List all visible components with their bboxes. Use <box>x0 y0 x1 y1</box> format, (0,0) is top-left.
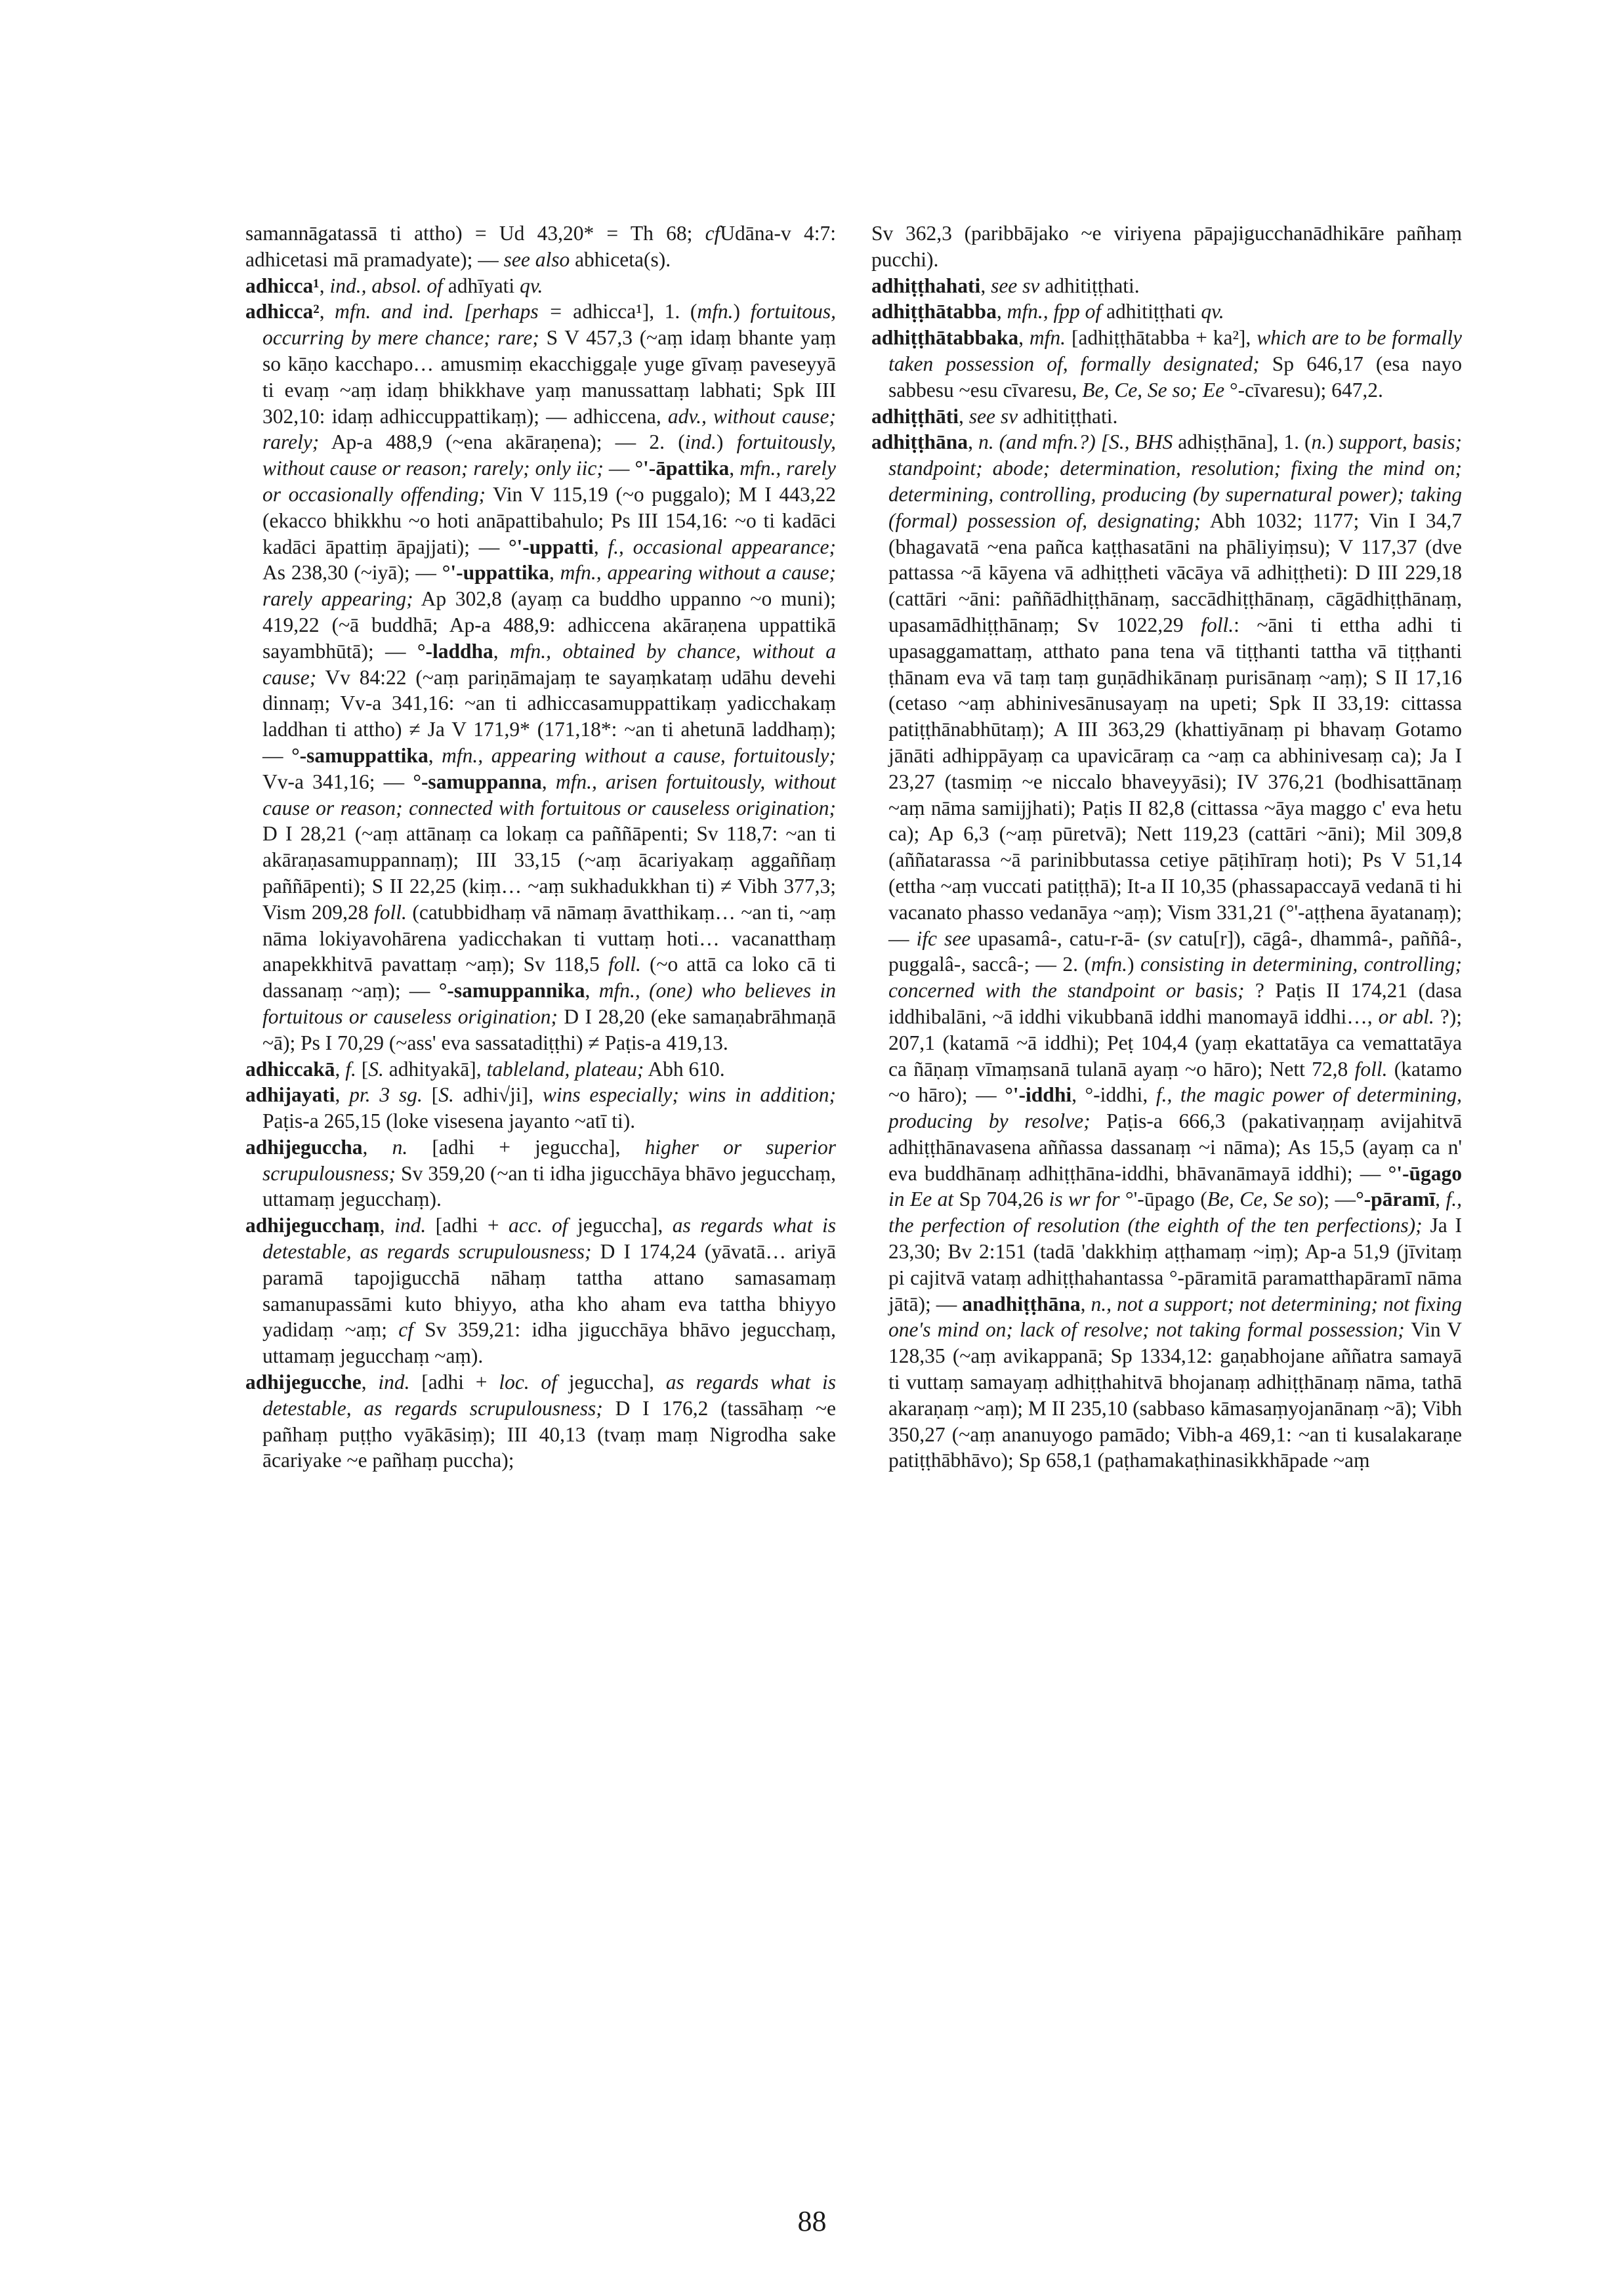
italic-gloss: see sv <box>991 274 1040 297</box>
entry-text: Ap 302,8 (ayaṃ ca buddho uppanno ~o muni); 419,22 (~ā buddhā; Ap-a 488,9: adhiccena akāraṇena uppattikā sayambhūtā); — <box>262 587 836 663</box>
headword: adhiṭṭhātabba <box>871 300 997 323</box>
italic-gloss: sv <box>1154 926 1172 950</box>
italic-gloss: mfn., fpp of <box>1007 300 1102 323</box>
entry-text: — <box>603 457 635 480</box>
entry-text: adhīyati <box>442 274 520 297</box>
entry-text: Paṭis-a 265,15 (loke visesena jayanto ~atī ti). <box>262 1109 636 1133</box>
italic-gloss: foll. <box>608 953 641 976</box>
headword: adhiṭṭhahati <box>871 274 981 297</box>
entry-text: , <box>980 274 991 297</box>
entry-text: , <box>379 1214 395 1237</box>
entry-text: , <box>549 561 560 585</box>
entry-text: , <box>319 274 330 297</box>
entry-text: adhityakā], <box>383 1057 487 1081</box>
dictionary-entry <box>245 1134 836 1212</box>
dictionary-entry <box>245 299 836 1056</box>
headword: adhicca² <box>245 300 320 323</box>
entry-text: , <box>1435 1188 1446 1211</box>
entry-text: , <box>335 1057 346 1081</box>
entry-text: , <box>361 1371 379 1394</box>
dictionary-entry <box>245 1369 836 1474</box>
italic-gloss: acc. of <box>509 1214 568 1237</box>
headword: °'-āpattika <box>635 457 730 480</box>
italic-gloss: qv. <box>1201 300 1224 323</box>
entry-text: , <box>335 1083 350 1107</box>
dictionary-entry <box>245 1082 836 1134</box>
entry-text: , <box>585 979 599 1003</box>
entry-text: Vin V 128,35 (~aṃ avikappanā; Sp 1334,12: gaṇabhojane aññatra samayā ti vuttaṃ samayaṃ adhiṭṭhahitvā bhojanaṃ adhiṭṭhānaṃ nāma, tathā akaraṇaṃ ~aṃ); M II 235,10 (sabbaso kāmasaṃyojanānaṃ ~ā); Vibh 350,27 (~aṃ ananuyogo pamādo; Vibh-a 469,1: ~an ti kusalakaraṇe patiṭṭhābhāvo); Sp 658,1 (paṭhamakaṭhinasikkhāpade ~aṃ <box>888 1318 1462 1472</box>
entry-text: (katamo ~o hāro); — <box>888 1057 1462 1107</box>
italic-gloss: n. (and mfn.?) [S., BHS <box>978 430 1173 454</box>
entry-text: As 238,30 (~iyā); — <box>262 561 442 585</box>
italic-gloss: mfn., (one) who believes in fortuitous or causeless origination; <box>262 979 837 1028</box>
headword: adhiṭṭhāna <box>871 430 968 454</box>
italic-gloss: support, basis; standpoint; abode; determination, resolution; fixing the mind on; determining, controlling, producing (by supernatural power); taking (formal) possession of, designating; <box>888 430 1463 532</box>
italic-gloss: as regards what is detestable, as regards scrupulousness; <box>262 1214 837 1264</box>
italic-gloss: fortuitous, occurring by mere chance; rare; <box>262 300 837 350</box>
entry-text: adhiṣṭhāna], 1. ( <box>1173 430 1312 454</box>
italic-gloss: f., occasional appearance; <box>608 535 837 558</box>
entry-text: ? Paṭis II 174,21 (dasa iddhibalāni, ~ā iddhi vikubbanā iddhi manomayā iddhi…, <box>888 979 1462 1028</box>
headword: °-laddha <box>417 639 493 663</box>
headword: °'-uppatti <box>508 535 594 558</box>
entry-text: ); — <box>1316 1188 1356 1211</box>
italic-gloss: or abl. <box>1378 1004 1434 1028</box>
headword: °-samuppanna <box>413 770 542 793</box>
entry-text: Abh 1032; 1177; Vin I 34,7 (bhagavatā ~ena pañca kaṭṭhasatāni na phāliyiṃsu); V 117,37 (dve pattassa ~ā kāyena vā adhiṭṭheti vācāya vā adhiṭṭheti): D III 229,18 (cattāri ~āni: paññādhiṭṭhānaṃ, saccādhiṭṭhānaṃ, cāgādhiṭṭhānaṃ, upasamādhiṭṭhānaṃ; Sv 1022,29 <box>888 508 1462 636</box>
headword: °-pāramī <box>1356 1188 1436 1211</box>
entry-text: adhitiṭṭhati <box>1101 300 1201 323</box>
italic-gloss: foll. <box>1354 1057 1388 1081</box>
entry-text: ?); 207,1 (katamā ~ā iddhi); Peṭ 104,4 (yaṃ ekattatāya ca vemattatāya ca ñāṇaṃ vīmaṃsanā tulanā ayaṃ ~o hāro); Nett 72,8 <box>888 1004 1462 1081</box>
entry-text: , <box>959 404 969 428</box>
entry-text: , °-iddhi, <box>1072 1083 1156 1107</box>
entry-text: (~o attā ca loko cā ti dassanaṃ ~aṃ); — <box>262 953 836 1003</box>
entry-continuation <box>871 220 1462 273</box>
entry-text: adhitiṭṭhati. <box>1039 274 1140 297</box>
dictionary-entry <box>871 429 1462 1474</box>
italic-gloss: mfn., appearing without a cause; rarely appearing; <box>262 561 837 611</box>
italic-gloss: mfn., arisen fortuitously, without cause or reason; connected with fortuitous or causeless origination; <box>262 770 836 819</box>
entry-text: Vv 84:22 (~aṃ pariṇāmajaṃ te sayaṃkataṃ udāhu devehi dinnaṃ; Vv-a 341,16: ~an ti adhiccasamuppattikaṃ yadicchakaṃ laddhan ti attho) ≠ Ja V 171,9* (171,18*: ~an ti ahetunā laddhaṃ); — <box>262 665 836 767</box>
headword: °-samuppannika <box>438 979 585 1003</box>
headword: adhiccakā <box>245 1057 335 1081</box>
entry-text: , <box>1080 1292 1091 1315</box>
italic-gloss: ind. <box>378 1371 410 1394</box>
entry-text: : ~āni ti ettha adhi ti upasaggamattaṃ, atthato pana tena vā tiṭṭhanti tattha vā tiṭṭhanti ṭhānam eva vā taṃ taṃ guṇādhikānaṃ purisānaṃ ~aṃ); S II 17,16 (cetaso ~aṃ abhinivesānusayaṃ na upeti; Spk II 33,19: cittassa patiṭṭhānabhūtaṃ); A III 363,29 (khattiyānaṃ pi bhavaṃ Gotamo jānāti adhippāyaṃ ca upavicāraṃ ca ~aṃ ca abhinivesaṃ ca); Ja I 23,27 (tasmiṃ ~e niccalo bhaveyyāsi); IV 376,21 (bodhisattānaṃ ~aṃ nāma samijjhati); Paṭis II 82,8 (cittassa ~āya maggo c' eva hetu ca); Ap 6,3 (~aṃ pūretvā); Nett 119,23 (cattāri ~āni); Mil 309,8 (aññatarassa ~ā parinibbutassa cetiye pāṭihīraṃ hoti); Ps V 51,14 (ettha ~aṃ vuccati patiṭṭhā); It-a II 10,35 (phassapaccayā vedanā ti hi vacanato phasso vedanāya ~aṃ); Vism 331,21 (°'-aṭṭhena āyatanaṃ); — <box>888 613 1462 950</box>
page-number: 88 <box>797 2205 827 2237</box>
entry-text: (catubbidhaṃ vā nāmaṃ āvatthikaṃ… ~an ti, ~aṃ nāma lokiyavohārena yadicchakan ti vuttaṃ hoti… vacanatthaṃ anapekkhitvā pavattaṃ ~aṃ); Sv 118,5 <box>262 900 837 976</box>
entry-text: [ <box>356 1057 369 1081</box>
italic-gloss: loc. of <box>499 1371 557 1394</box>
entry-text: ) <box>716 430 737 454</box>
entry-text: , <box>593 535 608 558</box>
entry-text: , <box>319 300 335 323</box>
italic-gloss: f., the magic power of determining, producing by resolve; <box>888 1083 1462 1133</box>
headword: adhijegucche <box>245 1371 362 1394</box>
italic-gloss: ind., absol. of <box>329 274 443 297</box>
entry-text: [adhi + <box>426 1214 509 1237</box>
entry-text: S V 457,3 (~aṃ idaṃ bhante yaṃ so kāṇo kacchapo… amusmiṃ ekacchiggaḷe yuge gīvaṃ paveseyyā ti evaṃ ~aṃ idaṃ bhikkhave yaṃ manussattaṃ labhati; Spk III 302,10: idaṃ adhiccuppattikaṃ); — adhiccena, <box>262 326 837 428</box>
entry-continuation <box>245 220 836 273</box>
headword: anadhiṭṭhāna <box>962 1292 1081 1315</box>
headword: °'-iddhi <box>1005 1083 1072 1107</box>
italic-gloss: ind. <box>394 1214 427 1237</box>
italic-gloss: mfn., appearing without a cause, fortuitously; <box>442 743 837 767</box>
italic-gloss: S. <box>438 1083 454 1107</box>
entry-text: [adhi + <box>409 1371 499 1394</box>
entry-text: jeguccha], <box>556 1371 666 1394</box>
italic-gloss: foll. <box>1201 613 1234 636</box>
right-column <box>871 220 1462 1474</box>
entry-text: upasamâ-, catu-r-ā- ( <box>970 926 1155 950</box>
italic-gloss: fortuitously, without cause or reason; rarely; only iic; <box>262 430 836 480</box>
italic-gloss: which are to be formally taken possession of, formally designated; <box>888 326 1462 375</box>
entry-text: catu[r]), cāgâ-, dhammâ-, paññâ-, puggalâ-, saccâ-; — 2. ( <box>888 926 1462 976</box>
italic-gloss: mfn., obtained by chance, without a cause; <box>262 639 836 689</box>
entry-text: jeguccha], <box>568 1214 673 1237</box>
headword: °-samuppattika <box>291 743 428 767</box>
italic-gloss: adv., without cause; rarely; <box>262 404 836 454</box>
entry-text: , <box>541 770 556 793</box>
entry-text: Vv-a 341,16; — <box>262 770 413 793</box>
entry-text: Sv 359,20 (~an ti idha jigucchāya bhāvo jegucchaṃ, uttamaṃ jegucchaṃ). <box>262 1161 836 1211</box>
entry-text: Sv 362,3 (paribbājako ~e viriyena pāpajigucchanādhikāre pañhaṃ pucchi). <box>871 222 1462 271</box>
italic-gloss: higher or superior scrupulousness; <box>262 1135 837 1185</box>
entry-text: D I 174,24 (yāvatā… ariyā paramā tapojigucchā nāhaṃ tattha attano samasamaṃ samanupassāmi kuto bhiyyo, atha kho aham eva tattha bhiyyo yadidaṃ ~aṃ; <box>262 1240 836 1342</box>
italic-gloss: mfn. <box>1091 953 1128 976</box>
headword: adhijeguccha <box>245 1135 363 1159</box>
italic-gloss: cf <box>705 222 720 245</box>
entry-text: °-cīvaresu); 647,2. <box>1224 378 1383 402</box>
headword: °'-uppattika <box>442 561 549 585</box>
entry-text: ) <box>733 300 751 323</box>
headword: adhijayati <box>245 1083 335 1107</box>
entry-text: °'-ūpago ( <box>1119 1188 1207 1211</box>
entry-text: Paṭis-a 666,3 (pakativaṇṇaṃ avijahitvā adhiṭṭhānavasena aññassa dassanaṃ ~i nāma); As 15,5 (ayaṃ ca n' eva buddhānaṃ adhiṭṭhāna-iddhi, bhāvanāmayā iddhi); — <box>888 1109 1462 1185</box>
italic-gloss: Be, Ce, Se so <box>1207 1188 1317 1211</box>
italic-gloss: as regards what is detestable, as regards scrupulousness; <box>262 1371 836 1420</box>
italic-gloss: mfn., rarely or occasionally offending; <box>262 457 837 506</box>
entry-text: adhi√ji], <box>453 1083 543 1107</box>
entry-text: Sp 646,17 (esa nayo sabbesu ~esu cīvaresu, <box>888 352 1462 402</box>
entry-text: ) <box>1327 430 1339 454</box>
italic-gloss: foll. <box>373 900 407 924</box>
italic-gloss: mfn. <box>697 300 734 323</box>
entry-text: samannāgatassā ti attho) = Ud 43,20* = Th 68; <box>245 222 705 245</box>
headword: adhicca¹ <box>245 274 320 297</box>
italic-gloss: f. <box>345 1057 356 1081</box>
dictionary-entry <box>245 273 836 299</box>
italic-gloss: cf <box>398 1318 413 1342</box>
italic-gloss: mfn. <box>1029 326 1066 350</box>
headword: adhijegucchaṃ <box>245 1214 380 1237</box>
left-column <box>245 220 836 1474</box>
italic-gloss: pr. 3 sg. <box>349 1083 423 1107</box>
entry-text: D I 176,2 (tassāhaṃ ~e pañhaṃ puṭṭho vyākāsiṃ); III 40,13 (tvaṃ maṃ Nigrodha sake ācariyake ~e pañhaṃ puccha); <box>262 1396 836 1472</box>
entry-text: , <box>729 457 740 480</box>
italic-gloss: f., the perfection of resolution (the eighth of the ten perfections); <box>888 1188 1463 1237</box>
entry-text: , <box>996 300 1007 323</box>
entry-text: abhiceta(s). <box>570 247 671 271</box>
headword: adhiṭṭhātabbaka <box>871 326 1019 350</box>
entry-text: [adhiṭṭhātabba + ka²], <box>1066 326 1257 350</box>
entry-text: , <box>362 1135 392 1159</box>
entry-text: D I 28,21 (~aṃ attānaṃ ca lokaṃ ca paññāpenti; Sv 118,7: ~an ti akāraṇasamuppannaṃ); III 33,15 (~aṃ ācariyakaṃ aggaññaṃ paññāpenti); S II 22,25 (kiṃ… ~aṃ sukhadukkhan ti) ≠ Vibh 377,3; Vism 209,28 <box>262 822 836 924</box>
italic-gloss: see also <box>503 247 570 271</box>
italic-gloss: n. <box>392 1135 408 1159</box>
italic-gloss: qv. <box>520 274 543 297</box>
entry-text: , <box>493 639 510 663</box>
entry-text: Ja I 23,30; Bv 2:151 (tadā 'dakkhiṃ aṭṭhamaṃ ~iṃ); Ap-a 51,9 (jīvitaṃ pi cajitvā vataṃ adhiṭṭhahantassa °-pāramitā paramatthapāramī nāma jātā); — <box>888 1214 1462 1315</box>
entry-text: Sv 359,21: idha jigucchāya bhāvo jegucchaṃ, uttamaṃ jegucchaṃ ~aṃ). <box>262 1318 837 1368</box>
headword: adhiṭṭhāti <box>871 404 959 428</box>
entry-text: D I 28,20 (eke samaṇabrāhmaṇā ~ā); Ps I 70,29 (~ass' eva sassatadiṭṭhi) ≠ Paṭis-a 419,13. <box>262 1004 836 1054</box>
italic-gloss: wins especially; wins in addition; <box>542 1083 837 1107</box>
italic-gloss: n., not a support; not determining; not fixing one's mind on; lack of resolve; not taking formal possession; <box>888 1292 1462 1342</box>
entry-text: adhitiṭṭhati. <box>1018 404 1118 428</box>
italic-gloss: tableland, plateau; <box>486 1057 644 1081</box>
entry-text: adhicca¹], 1. ( <box>562 300 697 323</box>
dictionary-entry <box>871 299 1462 325</box>
entry-text: , <box>1018 326 1030 350</box>
dictionary-entry <box>871 273 1462 299</box>
entry-text: Abh 610. <box>644 1057 725 1081</box>
dictionary-entry <box>245 1212 836 1369</box>
italic-gloss: ind. <box>684 430 717 454</box>
italic-gloss: see sv <box>968 404 1018 428</box>
headword: °'-ūgago <box>1388 1161 1462 1185</box>
entry-text: , <box>428 743 442 767</box>
dictionary-entry <box>245 1056 836 1083</box>
dictionary-entry <box>871 403 1462 430</box>
italic-gloss: n. <box>1311 430 1327 454</box>
entry-text: Udāna-v 4:7: adhicetasi mā pramadyate); — <box>245 222 836 271</box>
italic-gloss: Be, Ce, Se so; Ee <box>1082 378 1225 402</box>
italic-gloss: in Ee at <box>888 1188 954 1211</box>
entry-text: [adhi + jeguccha], <box>407 1135 645 1159</box>
entry-text: , <box>968 430 978 454</box>
italic-gloss: ifc see <box>916 926 971 950</box>
entry-text: Vin V 115,19 (~o puggalo); M I 443,22 (ekacco bhikkhu ~o hoti anāpattibahulo; Ps III 154,16: ~o ti kadāci kadāci āpattiṃ āpajjati); — <box>262 482 836 558</box>
entry-text: Ap-a 488,9 (~ena akāraṇena); — 2. ( <box>319 430 685 454</box>
italic-gloss: S. <box>368 1057 384 1081</box>
italic-gloss: mfn. and ind. [perhaps = <box>335 300 563 323</box>
entry-text: ) <box>1127 953 1140 976</box>
dictionary-entry <box>871 325 1462 403</box>
italic-gloss: consisting in determining, controlling; concerned with the standpoint or basis; <box>888 953 1462 1003</box>
entry-text: Sp 704,26 <box>953 1188 1049 1211</box>
italic-gloss: is wr for <box>1049 1188 1120 1211</box>
entry-text: [ <box>422 1083 439 1107</box>
